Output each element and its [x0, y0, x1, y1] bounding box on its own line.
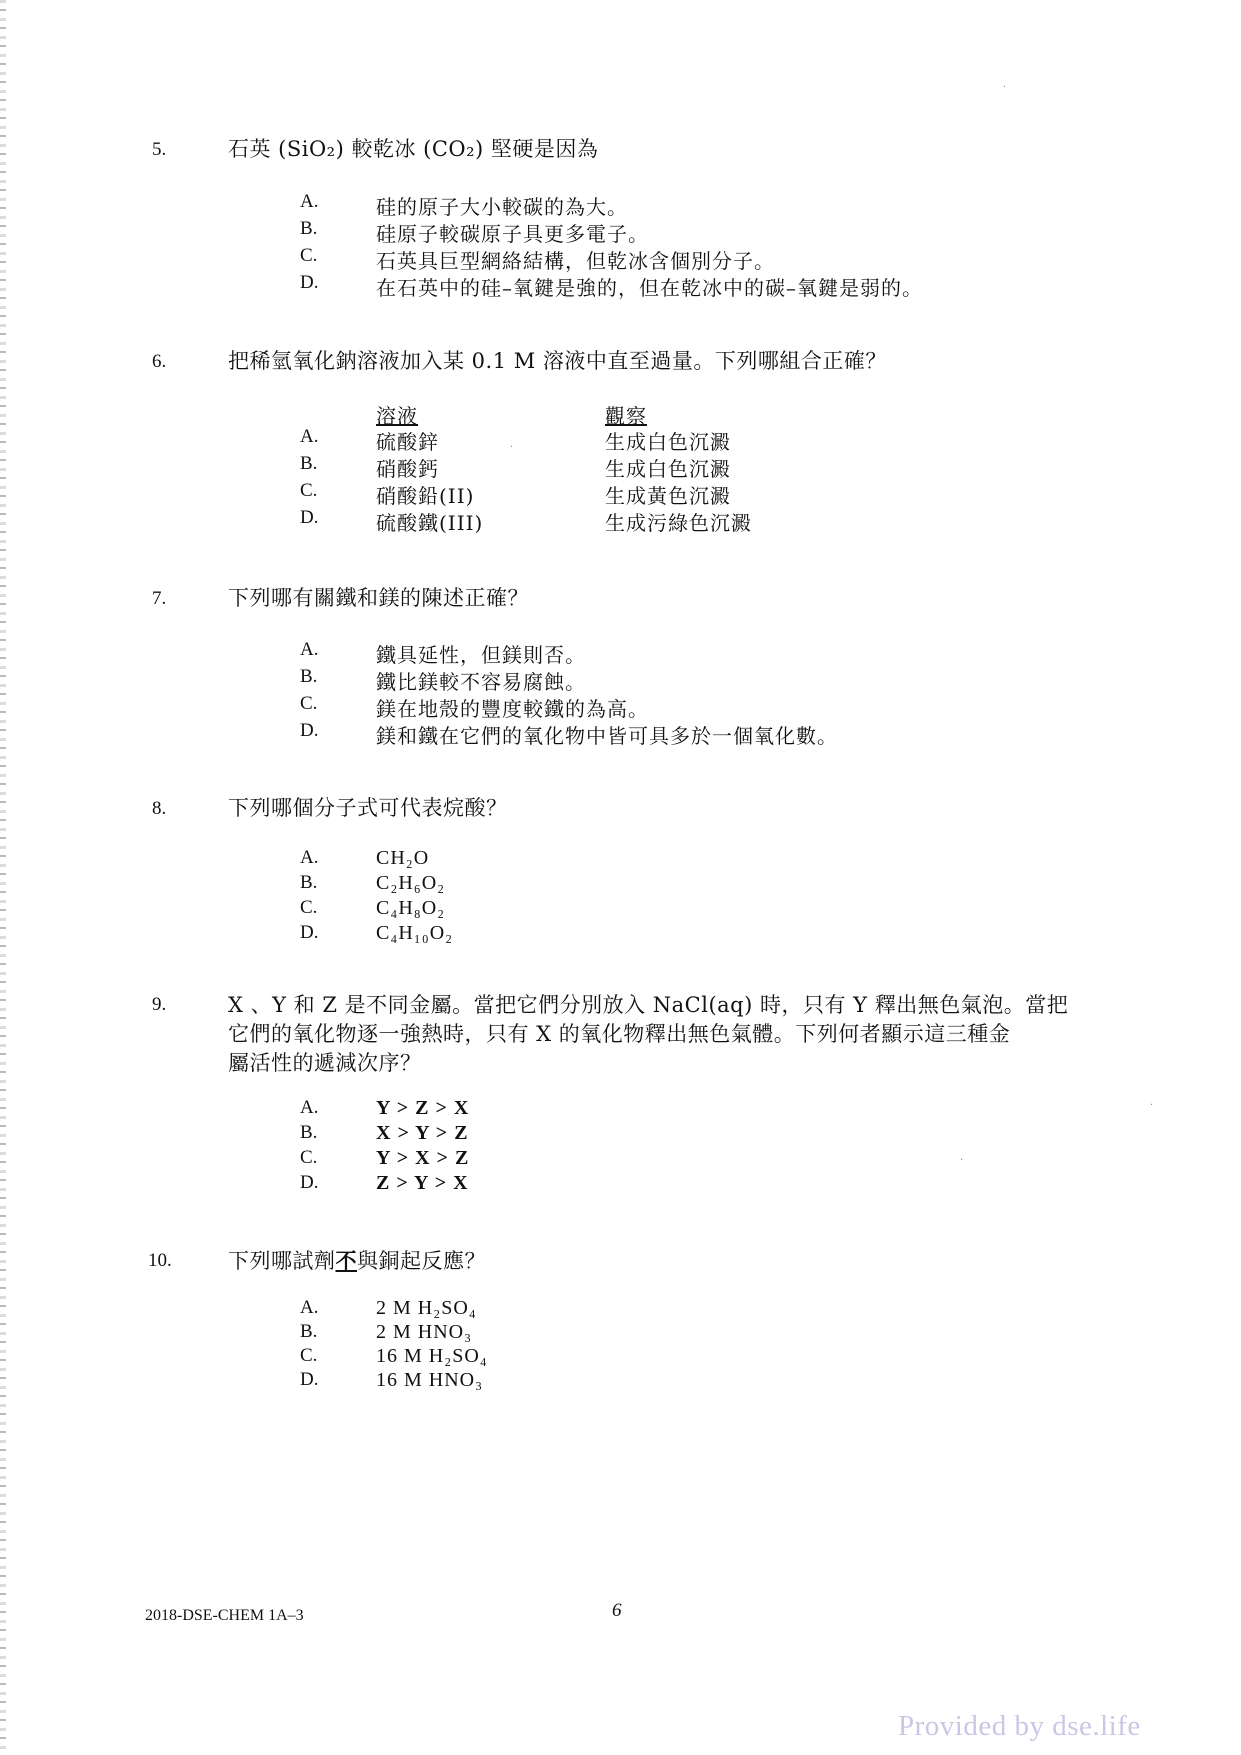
option-letter: B.: [300, 453, 318, 474]
stem-line: 屬活性的遞減次序？: [228, 1051, 422, 1075]
scan-speck: ·: [1150, 1100, 1154, 1111]
option-letter: C.: [300, 693, 318, 714]
option-5a: [0, 191, 1241, 217]
option-reagent: 16 M H₂SO₄: [376, 1345, 488, 1367]
option-order: Y > X > Z: [376, 1147, 470, 1169]
option-letter: D.: [300, 1172, 319, 1193]
option-letter: B.: [300, 218, 318, 239]
scan-speck: ·: [1003, 82, 1007, 93]
option-letter: C.: [300, 1147, 318, 1168]
option-8b: [0, 872, 1241, 898]
question-stem: 下列哪有關鐵和鎂的陳述正確？: [228, 586, 529, 610]
option-9a: [0, 1097, 1241, 1123]
option-order: X > Y > Z: [376, 1122, 469, 1144]
option-10c: [0, 1345, 1241, 1371]
option-9d: [0, 1172, 1241, 1198]
question-stem: 下列哪個分子式可代表烷酸？: [228, 796, 508, 820]
col-header-observation: 觀察: [605, 404, 647, 428]
option-7b: [0, 666, 1241, 692]
question-number: 9.: [152, 994, 167, 1015]
option-text: 鐵比鎂較不容易腐蝕。: [376, 670, 586, 694]
question-number: 10.: [148, 1250, 172, 1271]
option-7d: [0, 720, 1241, 746]
option-formula: CH₂O: [376, 847, 430, 869]
col-header-solution: 溶液: [376, 404, 418, 428]
paper-code: 2018-DSE-CHEM 1A–3: [145, 1607, 304, 1624]
option-text: 在石英中的硅–氧鍵是強的，但在乾冰中的碳–氧鍵是弱的。: [376, 276, 923, 300]
option-10a: [0, 1297, 1241, 1323]
option-reagent: 16 M HNO₃: [376, 1369, 484, 1391]
option-solution: 硝酸鈣: [376, 457, 439, 481]
option-letter: A.: [300, 847, 319, 868]
option-letter: A.: [300, 426, 319, 447]
option-letter: C.: [300, 245, 318, 266]
option-table-header: [0, 400, 1241, 426]
option-order: Z > Y > X: [376, 1172, 469, 1194]
stem-line: 它們的氧化物逐一強熱時，只有 X 的氧化物釋出無色氣體。下列何者顯示這三種金: [228, 1022, 1011, 1046]
option-letter: A.: [300, 1097, 319, 1118]
option-9c: [0, 1147, 1241, 1173]
question-stem: [228, 991, 1108, 1078]
option-letter: D.: [300, 720, 319, 741]
question-number: 6.: [152, 351, 167, 372]
option-letter: B.: [300, 666, 318, 687]
option-7c: [0, 693, 1241, 719]
option-formula: C₄H₁₀O₂: [376, 922, 454, 944]
option-letter: D.: [300, 1369, 319, 1390]
option-text: 鎂和鐵在它們的氧化物中皆可具多於一個氧化數。: [376, 724, 838, 748]
option-text: 硅的原子大小較碳的為大。: [376, 195, 628, 219]
option-text: 石英具巨型網絡結構，但乾冰含個別分子。: [376, 249, 775, 273]
option-6d: [0, 507, 1241, 533]
option-letter: D.: [300, 922, 319, 943]
option-letter: C.: [300, 480, 318, 501]
option-letter: B.: [300, 1321, 318, 1342]
option-observation: 生成白色沉澱: [605, 430, 731, 454]
option-7a: [0, 639, 1241, 665]
option-6a: [0, 426, 1241, 452]
scan-speck: ·: [510, 442, 514, 453]
option-10d: [0, 1369, 1241, 1395]
option-solution: 硫酸鋅: [376, 430, 439, 454]
option-8d: [0, 922, 1241, 948]
watermark-link[interactable]: Provided by dse.life: [898, 1710, 1141, 1742]
option-6b: [0, 453, 1241, 479]
option-text: 硅原子較碳原子具更多電子。: [376, 222, 649, 246]
option-reagent: 2 M HNO₃: [376, 1321, 473, 1343]
option-letter: A.: [300, 639, 319, 660]
question-stem: 把稀氫氧化鈉溶液加入某 0.1 M 溶液中直至過量。下列哪組合正確？: [228, 349, 887, 373]
option-reagent: 2 M H₂SO₄: [376, 1297, 477, 1319]
option-letter: B.: [300, 872, 318, 893]
question-stem: [228, 1247, 1108, 1275]
stem-emphasis: 不: [335, 1248, 357, 1273]
stem-before: 下列哪試劑: [228, 1249, 336, 1273]
option-letter: A.: [300, 1297, 319, 1318]
question-number: 7.: [152, 588, 167, 609]
option-10b: [0, 1321, 1241, 1347]
question-number: 5.: [152, 139, 167, 160]
option-observation: 生成污綠色沉澱: [605, 511, 752, 535]
option-letter: D.: [300, 507, 319, 528]
option-order: Y > Z > X: [376, 1097, 470, 1119]
option-letter: C.: [300, 1345, 318, 1366]
option-observation: 生成白色沉澱: [605, 457, 731, 481]
option-observation: 生成黃色沉澱: [605, 484, 731, 508]
scan-speck: ·: [960, 1155, 964, 1166]
option-letter: C.: [300, 897, 318, 918]
option-5c: [0, 245, 1241, 271]
option-5b: [0, 218, 1241, 244]
option-solution: 硫酸鐵(III): [376, 511, 484, 535]
option-8a: [0, 847, 1241, 873]
option-solution: 硝酸鉛(II): [376, 484, 475, 508]
page-number: 6: [612, 1600, 622, 1621]
option-letter: D.: [300, 272, 319, 293]
stem-line: X 、Y 和 Z 是不同金屬。當把它們分別放入 NaCl(aq) 時，只有 Y 釋出無色氣泡。當把: [228, 993, 1069, 1017]
option-text: 鐵具延性，但鎂則否。: [376, 643, 586, 667]
option-5d: [0, 272, 1241, 298]
question-number: 8.: [152, 798, 167, 819]
option-text: 鎂在地殼的豐度較鐵的為高。: [376, 697, 649, 721]
stem-after: 與銅起反應？: [357, 1249, 486, 1273]
option-formula: C₄H₈O₂: [376, 897, 446, 919]
option-letter: B.: [300, 1122, 318, 1143]
option-8c: [0, 897, 1241, 923]
option-letter: A.: [300, 191, 319, 212]
question-stem: 石英 (SiO₂) 較乾冰 (CO₂) 堅硬是因為: [228, 137, 599, 161]
option-6c: [0, 480, 1241, 506]
option-formula: C₂H₆O₂: [376, 872, 446, 894]
option-9b: [0, 1122, 1241, 1148]
